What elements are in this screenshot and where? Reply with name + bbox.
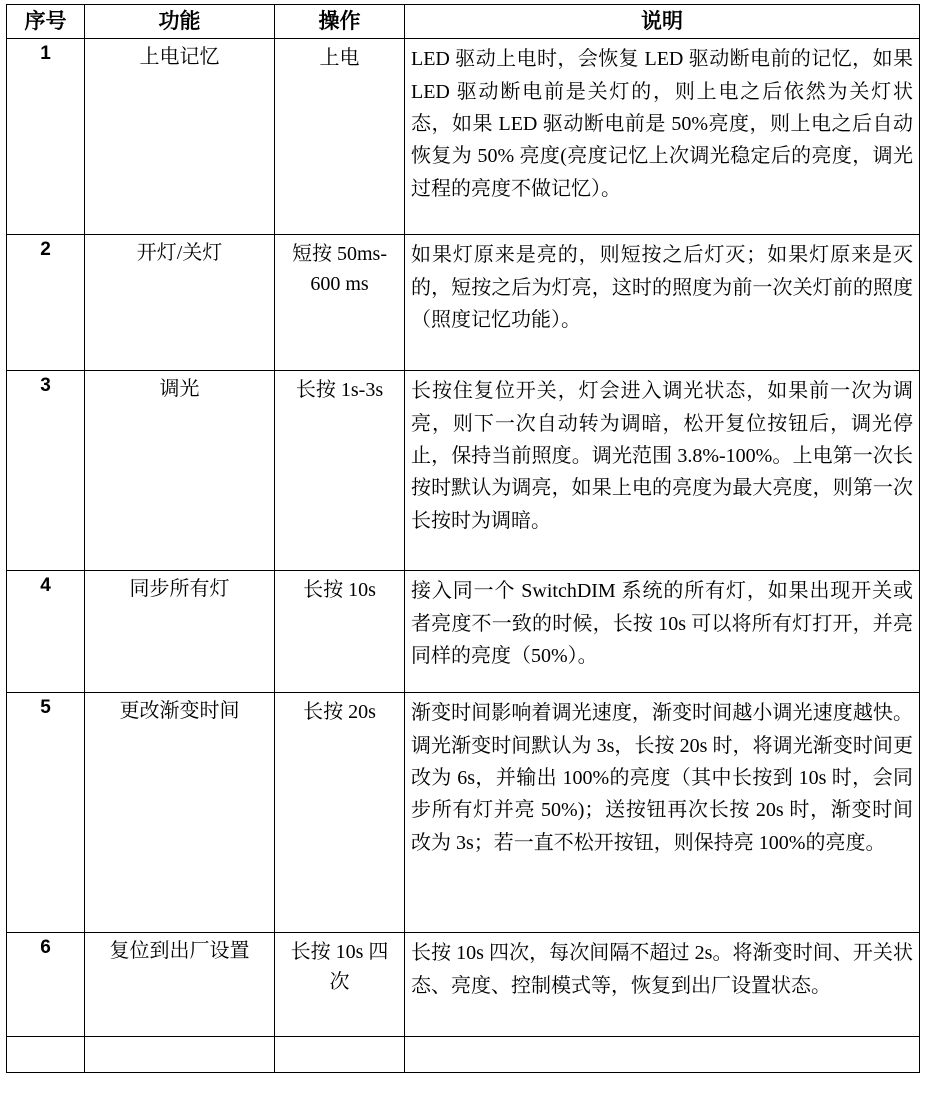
row-description bbox=[405, 1037, 920, 1073]
table-header-row bbox=[7, 5, 920, 39]
table-body bbox=[7, 39, 920, 1073]
row-description: 如果灯原来是亮的，则短按之后灯灭；如果灯原来是灭的，短按之后为灯亮，这时的照度为前一次关灯前的照度（照度记忆功能）。 bbox=[405, 235, 920, 371]
row-index: 4 bbox=[7, 571, 85, 693]
row-operation: 长按 10s bbox=[275, 571, 405, 693]
row-operation: 上电 bbox=[275, 39, 405, 235]
row-function: 调光 bbox=[85, 371, 275, 571]
row-description: 长按住复位开关，灯会进入调光状态，如果前一次为调亮，则下一次自动转为调暗，松开复位按钮后，调光停止，保持当前照度。调光范围 3.8%-100%。上电第一次长按时默认为调亮，如果上电的亮度为最大亮度，则第一次长按时为调暗。 bbox=[405, 371, 920, 571]
table-header bbox=[7, 5, 920, 39]
column-header-operation: 操作 bbox=[275, 5, 405, 39]
row-operation: 长按 10s 四次 bbox=[275, 933, 405, 1037]
row-description: 渐变时间影响着调光速度，渐变时间越小调光速度越快。调光渐变时间默认为 3s，长按 20s 时，将调光渐变时间更改为 6s，并输出 100%的亮度（其中长按到 10s 时，会同步所有灯并亮 50%)；送按钮再次长按 20s 时，渐变时间改为 3s；若一直不松开按钮，则保持亮 100%的亮度。 bbox=[405, 693, 920, 933]
row-index: 3 bbox=[7, 371, 85, 571]
table-row bbox=[7, 571, 920, 693]
row-operation: 长按 1s-3s bbox=[275, 371, 405, 571]
row-function bbox=[85, 1037, 275, 1073]
table-row bbox=[7, 39, 920, 235]
row-index bbox=[7, 1037, 85, 1073]
row-index: 2 bbox=[7, 235, 85, 371]
table-row bbox=[7, 1037, 920, 1073]
table-row bbox=[7, 235, 920, 371]
table-row bbox=[7, 933, 920, 1037]
column-header-index: 序号 bbox=[7, 5, 85, 39]
row-description: 长按 10s 四次，每次间隔不超过 2s。将渐变时间、开关状态、亮度、控制模式等，恢复到出厂设置状态。 bbox=[405, 933, 920, 1037]
row-function: 同步所有灯 bbox=[85, 571, 275, 693]
column-header-function: 功能 bbox=[85, 5, 275, 39]
row-index: 1 bbox=[7, 39, 85, 235]
row-description: LED 驱动上电时，会恢复 LED 驱动断电前的记忆，如果 LED 驱动断电前是关灯的，则上电之后依然为关灯状态，如果 LED 驱动断电前是 50%亮度，则上电之后自动恢复为 50% 亮度(亮度记忆上次调光稳定后的亮度，调光过程的亮度不做记忆）。 bbox=[405, 39, 920, 235]
table-row bbox=[7, 371, 920, 571]
row-index: 6 bbox=[7, 933, 85, 1037]
table-row bbox=[7, 693, 920, 933]
led-driver-function-table bbox=[6, 4, 920, 1073]
row-operation: 长按 20s bbox=[275, 693, 405, 933]
row-function: 开灯/关灯 bbox=[85, 235, 275, 371]
column-header-description: 说明 bbox=[405, 5, 920, 39]
row-function: 更改渐变时间 bbox=[85, 693, 275, 933]
row-function: 上电记忆 bbox=[85, 39, 275, 235]
row-index: 5 bbox=[7, 693, 85, 933]
row-operation: 短按 50ms-600 ms bbox=[275, 235, 405, 371]
row-description: 接入同一个 SwitchDIM 系统的所有灯，如果出现开关或者亮度不一致的时候，长按 10s 可以将所有灯打开，并亮同样的亮度（50%）。 bbox=[405, 571, 920, 693]
row-operation bbox=[275, 1037, 405, 1073]
row-function: 复位到出厂设置 bbox=[85, 933, 275, 1037]
